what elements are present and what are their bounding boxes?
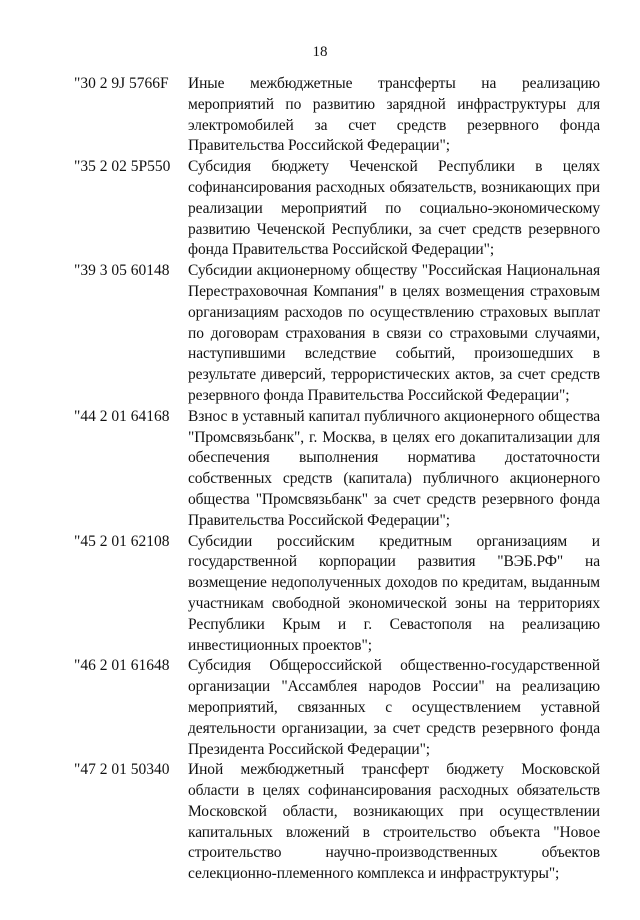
budget-entry bbox=[74, 656, 604, 760]
budget-entry bbox=[74, 760, 604, 885]
entry-text: Субсидии российским кредитным организациям и государственной корпорации развития "ВЭБ.РФ" на возмещение недополученных доходов по кредитам, выданным участникам свободной экономической зоны на территориях Республики Крым и г. Севастополя на реализацию инвестиционных проектов"; bbox=[188, 532, 600, 654]
budget-entry bbox=[74, 407, 604, 532]
budget-entries-list bbox=[74, 74, 604, 885]
budget-entry bbox=[74, 261, 604, 407]
budget-entry bbox=[74, 157, 604, 261]
entry-code: "35 2 02 5P550 bbox=[74, 158, 171, 176]
entry-code: "30 2 9J 5766F bbox=[74, 75, 169, 92]
entry-text: Субсидия бюджету Чеченской Республики в целях софинансирования расходных обязательств, возникающих при реализации мероприятий по социально-экономическому развитию Чеченской Республики, за счет средств резервного фонда Правительства Российской Федерации"; bbox=[188, 158, 600, 259]
entry-code: "39 3 05 60148 bbox=[74, 262, 170, 280]
entry-text: Субсидии акционерному обществу "Российская Национальная Перестраховочная Компания" в целях возмещения страховым организациям расходов по осуществлению страховых выплат по договорам страхования в связи со страховыми случаями, наступившими вследствие событий, произошедших в результате диверсий, террористических актов, за счет средств резервного фонда Правительства Российской Федерации"; bbox=[188, 262, 600, 404]
entry-code: "45 2 01 62108 bbox=[74, 532, 170, 550]
entry-code: "47 2 01 50340 bbox=[74, 761, 170, 779]
budget-entry bbox=[74, 74, 604, 157]
entry-text: Иные межбюджетные трансферты на реализацию мероприятий по развитию зарядной инфраструктуры для электромобилей за счет средств резервного фонда Правительства Российской Федерации"; bbox=[188, 75, 600, 155]
entry-code: "44 2 01 64168 bbox=[74, 407, 170, 425]
entry-text: Иной межбюджетный трансферт бюджету Московской области в целях софинансирования расходных обязательств Московской области, возникающих при осуществлении капитальных вложений в строительство объекта "Новое строительство научно-производственных объектов селекционно-племенного комплекса и инфраструктуры"; bbox=[188, 761, 600, 883]
budget-entry bbox=[74, 532, 604, 657]
entry-text: Субсидия Общероссийской общественно-государственной организации "Ассамблея народов России" на реализацию мероприятий, связанных с осуществлением уставной деятельности организации, за счет средств резервного фонда Президента Российской Федерации"; bbox=[188, 657, 600, 758]
entry-text: Взнос в уставный капитал публичного акционерного общества "Промсвязьбанк", г. Москва, в целях его докапитализации для обеспечения выполнения норматива достаточности собственных средств (капитала) публичного акционерного общества "Промсвязьбанк" за счет средств резервного фонда Правительства Российской Федерации"; bbox=[188, 407, 600, 529]
entry-code: "46 2 01 61648 bbox=[74, 657, 170, 675]
page-number: 18 bbox=[312, 44, 328, 60]
